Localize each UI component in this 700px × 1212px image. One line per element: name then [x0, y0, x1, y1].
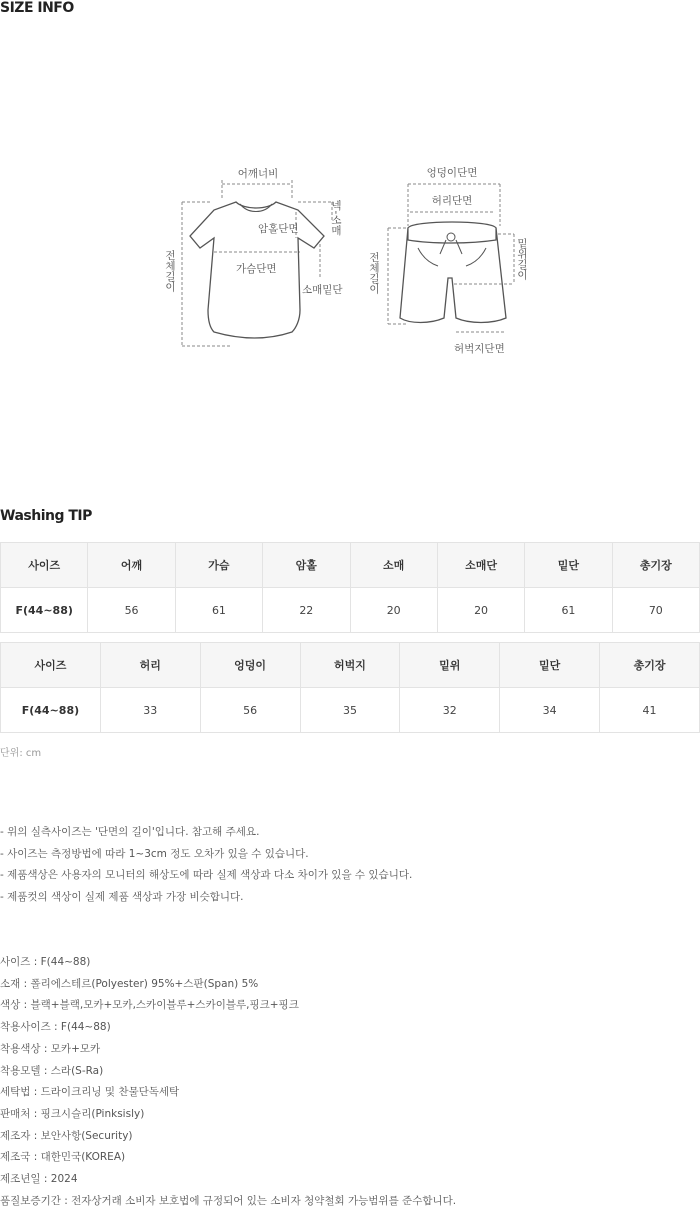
note-line: - 사이즈는 측정방법에 따라 1~3cm 정도 오차가 있을 수 있습니다.	[0, 847, 309, 860]
table-header-row	[1, 543, 700, 588]
table-header-cell: 밑단	[525, 543, 612, 588]
table-cell: 41	[600, 688, 700, 733]
table-header-cell: 소매	[350, 543, 437, 588]
waist-label: 허리단면	[431, 195, 473, 207]
shorts-waistband	[408, 222, 496, 243]
spec-line: 소재 : 폴리에스테르(Polyester) 95%+스판(Span) 5%	[0, 977, 259, 990]
table-header-cell: 소매단	[437, 543, 524, 588]
table-cell: 70	[612, 588, 699, 633]
spec-line: 제조국 : 대한민국(KOREA)	[0, 1151, 126, 1164]
table-cell: 33	[100, 688, 200, 733]
spec-line: 색상 : 블랙+블랙,모카+모카,스카이블루+스카이블루,핑크+핑크	[0, 999, 299, 1012]
tshirt-diagram	[164, 167, 343, 346]
table-cell: 61	[175, 588, 262, 633]
table-header-cell: 가슴	[175, 543, 262, 588]
table-cell: 20	[437, 588, 524, 633]
top-total-length-label: 전체길이	[164, 250, 176, 292]
table-header-cell: 밑위	[400, 643, 500, 688]
spec-line: 세탁법 : 드라이크리닝 및 찬물단독세탁	[0, 1086, 180, 1099]
table-header-cell: 암홀	[263, 543, 350, 588]
measurement-notes	[0, 822, 412, 909]
thigh-label: 허벅지단면	[454, 343, 505, 355]
spec-line: 판매처 : 핑크시슬리(Pinksisly)	[0, 1107, 145, 1120]
table-row	[1, 588, 700, 633]
table-header-cell: 엉덩이	[200, 643, 300, 688]
top-size-table	[0, 542, 700, 633]
rise-label: 밑위길이	[516, 238, 528, 280]
shorts-diagram	[368, 166, 528, 355]
spec-line: 착용사이즈 : F(44~88)	[0, 1021, 111, 1034]
size-diagram	[0, 160, 700, 360]
spec-line: 착용모델 : 스라(S-Ra)	[0, 1064, 104, 1077]
table-header-cell: 밑단	[500, 643, 600, 688]
table-cell: 56	[88, 588, 175, 633]
table-cell: 34	[500, 688, 600, 733]
spec-line: 사이즈 : F(44~88)	[0, 956, 91, 968]
unit-note: 단위: cm	[0, 748, 42, 759]
note-line: - 위의 실측사이즈는 '단면의 길이'입니다. 참고해 주세요.	[0, 826, 260, 838]
sleeve-hem-label: 소매밑단	[302, 284, 343, 296]
shorts-total-length-label: 전체길이	[368, 252, 380, 294]
note-line: - 제품컷의 색상이 실제 제품 색상과 가장 비슷합니다.	[0, 891, 244, 904]
table-cell: 20	[350, 588, 437, 633]
table-header-cell: 총기장	[612, 543, 699, 588]
table-cell: 61	[525, 588, 612, 633]
table-header-cell: 사이즈	[1, 543, 88, 588]
spec-line: 제조자 : 보안사항(Security)	[0, 1129, 133, 1142]
spec-line: 품질보증기간 : 전자상거래 소비자 보호법에 규정되어 있는 소비자 청약철회 가능범위를 준수합니다.	[0, 1194, 457, 1207]
table-cell: 35	[300, 688, 400, 733]
table-header-row	[1, 643, 700, 688]
spec-line: 착용색상 : 모카+모카	[0, 1042, 101, 1055]
table-cell: F(44~88)	[1, 688, 101, 733]
bottom-size-table	[0, 642, 700, 733]
table-cell: 22	[263, 588, 350, 633]
table-cell: 32	[400, 688, 500, 733]
size-info-title: SIZE INFO	[0, 0, 74, 16]
table-cell: F(44~88)	[1, 588, 88, 633]
table-header-cell: 허벅지	[300, 643, 400, 688]
neck-sleeve-label: 넥-소매	[330, 200, 342, 236]
hip-label: 엉덩이단면	[426, 167, 478, 179]
spec-line: 제조년일 : 2024	[0, 1173, 78, 1186]
table-header-cell: 총기장	[600, 643, 700, 688]
washing-tip-title: Washing TIP	[0, 508, 92, 524]
table-header-cell: 어깨	[88, 543, 175, 588]
table-header-cell: 사이즈	[1, 643, 101, 688]
note-line: - 제품색상은 사용자의 모니터의 해상도에 따라 실제 색상과 다소 차이가 있을 수 있습니다.	[0, 869, 413, 882]
armhole-label: 암홀단면	[258, 223, 299, 235]
table-cell: 56	[200, 688, 300, 733]
product-specs	[0, 952, 456, 1212]
table-header-cell: 허리	[100, 643, 200, 688]
table-row	[1, 688, 700, 733]
shoulder-label: 어깨너비	[237, 168, 279, 180]
chest-label: 가슴단면	[236, 263, 277, 275]
